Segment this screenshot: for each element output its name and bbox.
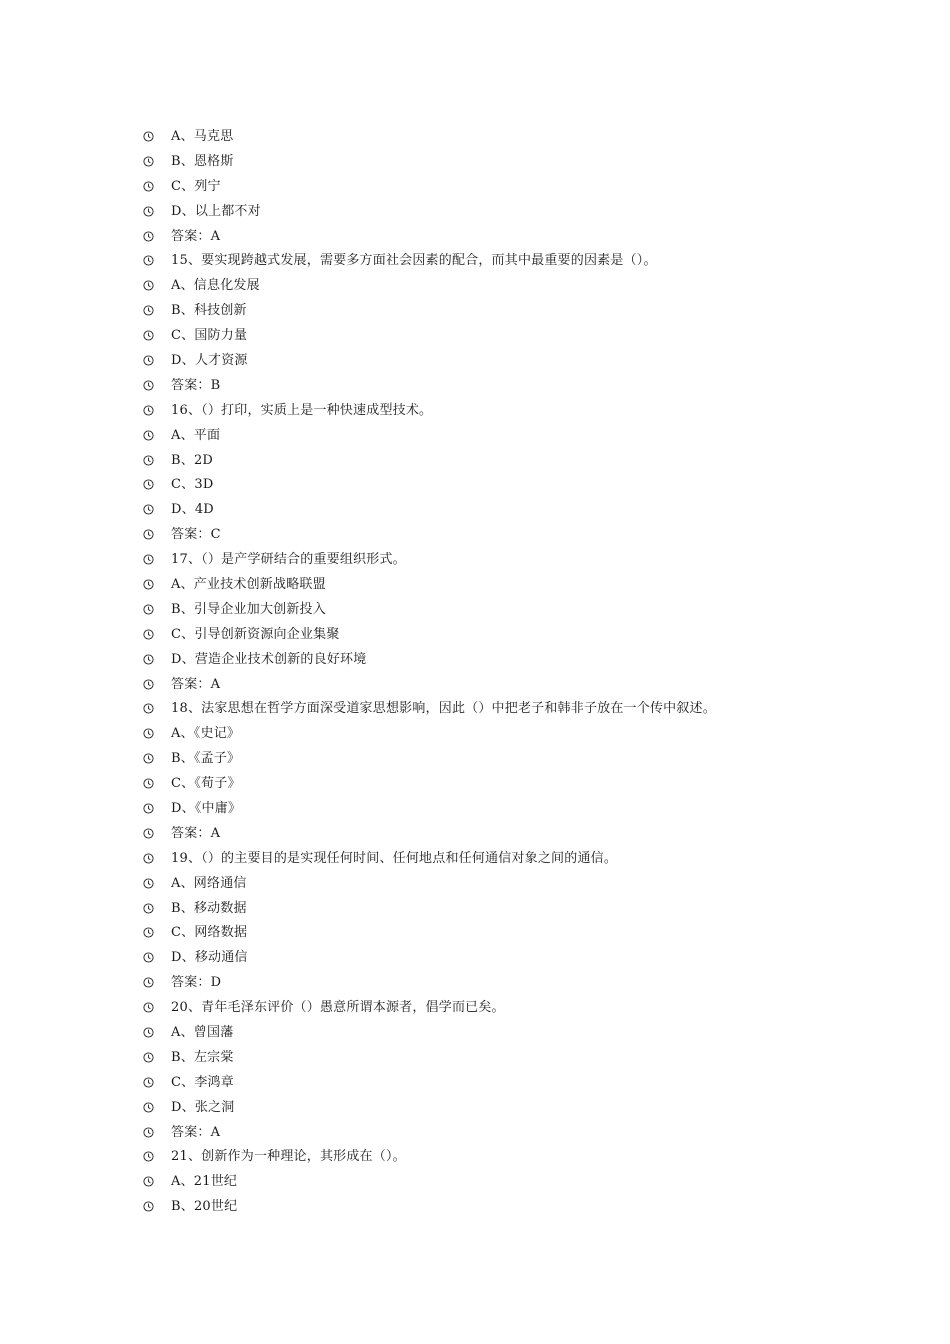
list-item	[143, 1045, 923, 1070]
list-item-text: D、4D	[171, 502, 214, 518]
list-item	[143, 124, 923, 149]
list-item-text: A、网络通信	[171, 875, 247, 891]
clock-icon	[143, 1102, 154, 1113]
list-item-text: A、曾国藩	[171, 1025, 234, 1040]
clock-icon	[143, 529, 154, 540]
list-item-text: A、《史记》	[171, 726, 241, 742]
list-item	[143, 248, 923, 273]
list-item-text: 21、创新作为一种理论，其形成在（）。	[171, 1149, 406, 1165]
clock-icon	[143, 703, 154, 714]
clock-icon	[143, 952, 154, 963]
clock-icon	[143, 1052, 154, 1063]
clock-icon	[143, 455, 154, 466]
clock-icon	[143, 1201, 154, 1212]
list-item	[143, 1145, 923, 1170]
clock-icon	[143, 380, 154, 391]
list-item	[143, 945, 923, 970]
clock-icon	[143, 1151, 154, 1162]
list-item	[143, 273, 923, 298]
clock-icon	[143, 156, 154, 167]
clock-icon	[143, 554, 154, 565]
clock-icon	[143, 1127, 154, 1138]
list-item-text: 19、（）的主要目的是实现任何时间、任何地点和任何通信对象之间的通信。	[171, 850, 618, 866]
list-item	[143, 373, 923, 398]
list-item-text: C、列宁	[171, 178, 221, 194]
clock-icon	[143, 778, 154, 789]
clock-icon	[143, 479, 154, 490]
list-item	[143, 696, 923, 721]
list-item-text: B、引导企业加大创新投入	[171, 601, 326, 617]
list-item	[143, 721, 923, 746]
list-item	[143, 472, 923, 497]
list-item-text: 答案：A	[171, 228, 221, 244]
list-item-text: 答案：C	[171, 527, 221, 543]
list-item	[143, 572, 923, 597]
clock-icon	[143, 753, 154, 764]
list-item	[143, 174, 923, 199]
list-item	[143, 821, 923, 846]
list-item	[143, 597, 923, 622]
clock-icon	[143, 679, 154, 690]
list-item-text: 答案：D	[171, 975, 222, 991]
clock-icon	[143, 405, 154, 416]
clock-icon	[143, 1077, 154, 1088]
list-item	[143, 1194, 923, 1219]
list-item	[143, 622, 923, 647]
clock-icon	[143, 803, 154, 814]
list-item	[143, 871, 923, 896]
list-item-text: C、国防力量	[171, 328, 248, 344]
clock-icon	[143, 828, 154, 839]
list-item-text: 答案：A	[171, 1124, 221, 1140]
list-item-text: 18、法家思想在哲学方面深受道家思想影响，因此（）中把老子和韩非子放在一个传中叙述。	[171, 701, 716, 717]
clock-icon	[143, 728, 154, 739]
list-item	[143, 323, 923, 348]
list-item	[143, 497, 923, 522]
list-item-text: D、移动通信	[171, 950, 248, 966]
clock-icon	[143, 853, 154, 864]
list-item-text: C、3D	[171, 477, 214, 493]
list-item-text: 16、（）打印，实质上是一种快速成型技术。	[171, 402, 433, 418]
clock-icon	[143, 927, 154, 938]
list-item	[143, 921, 923, 946]
list-item	[143, 846, 923, 871]
list-item	[143, 522, 923, 547]
list-item-text: 答案：B	[171, 377, 221, 393]
list-item-text: D、营造企业技术创新的良好环境	[171, 651, 367, 667]
list-item-text: D、《中庸》	[171, 800, 242, 816]
clock-icon	[143, 1002, 154, 1013]
list-item	[143, 1120, 923, 1145]
clock-icon	[143, 629, 154, 640]
list-item-text: B、左宗棠	[171, 1049, 234, 1065]
list-item-text: B、《孟子》	[171, 751, 241, 767]
list-item	[143, 1095, 923, 1120]
list-item	[143, 672, 923, 697]
clock-icon	[143, 430, 154, 441]
list-item	[143, 1020, 923, 1045]
list-item	[143, 1169, 923, 1194]
clock-icon	[143, 355, 154, 366]
list-item-text: 15、要实现跨越式发展，需要多方面社会因素的配合，而其中最重要的因素是（）。	[171, 253, 657, 269]
list-item-text: D、以上都不对	[171, 203, 261, 219]
clock-icon	[143, 330, 154, 341]
clock-icon	[143, 604, 154, 615]
list-item-text: D、张之洞	[171, 1099, 235, 1115]
list-item	[143, 423, 923, 448]
list-item	[143, 995, 923, 1020]
clock-icon	[143, 255, 154, 266]
clock-icon	[143, 181, 154, 192]
list-item	[143, 547, 923, 572]
list-item	[143, 771, 923, 796]
list-item-text: 答案：A	[171, 676, 221, 692]
clock-icon	[143, 654, 154, 665]
list-item-text: B、移动数据	[171, 900, 247, 916]
list-item	[143, 224, 923, 249]
clock-icon	[143, 1027, 154, 1038]
clock-icon	[143, 131, 154, 142]
list-item	[143, 1070, 923, 1095]
clock-icon	[143, 579, 154, 590]
list-item-text: A、产业技术创新战略联盟	[171, 576, 326, 592]
list-item	[143, 448, 923, 473]
clock-icon	[143, 1176, 154, 1187]
clock-icon	[143, 280, 154, 291]
list-item-text: B、20世纪	[171, 1199, 238, 1215]
list-item	[143, 199, 923, 224]
list-item	[143, 746, 923, 771]
list-item-text: 17、（）是产学研结合的重要组织形式。	[171, 552, 406, 568]
clock-icon	[143, 206, 154, 217]
clock-icon	[143, 903, 154, 914]
list-item	[143, 647, 923, 672]
question-list	[143, 124, 923, 1219]
list-item-text: D、人才资源	[171, 352, 248, 368]
list-item-text: 答案：A	[171, 825, 221, 841]
list-item	[143, 796, 923, 821]
clock-icon	[143, 231, 154, 242]
list-item-text: C、引导创新资源向企业集聚	[171, 626, 340, 642]
list-item-text: A、21世纪	[171, 1174, 238, 1190]
list-item	[143, 149, 923, 174]
clock-icon	[143, 504, 154, 515]
list-item-text: C、网络数据	[171, 925, 248, 941]
list-item	[143, 348, 923, 373]
list-item	[143, 970, 923, 995]
list-item-text: B、科技创新	[171, 303, 247, 319]
list-item	[143, 398, 923, 423]
list-item-text: C、《荀子》	[171, 776, 241, 792]
list-item-text: B、恩格斯	[171, 153, 234, 169]
list-item	[143, 896, 923, 921]
clock-icon	[143, 878, 154, 889]
list-item-text: A、平面	[171, 427, 221, 443]
clock-icon	[143, 305, 154, 316]
list-item-text: 20、青年毛泽东评价（）愚意所谓本源者，倡学而已矣。	[171, 1000, 505, 1016]
clock-icon	[143, 977, 154, 988]
list-item-text: C、李鸿章	[171, 1074, 234, 1090]
list-item-text: A、信息化发展	[171, 278, 260, 294]
list-item	[143, 298, 923, 323]
list-item-text: B、2D	[171, 452, 214, 468]
list-item-text: A、马克思	[171, 128, 234, 144]
